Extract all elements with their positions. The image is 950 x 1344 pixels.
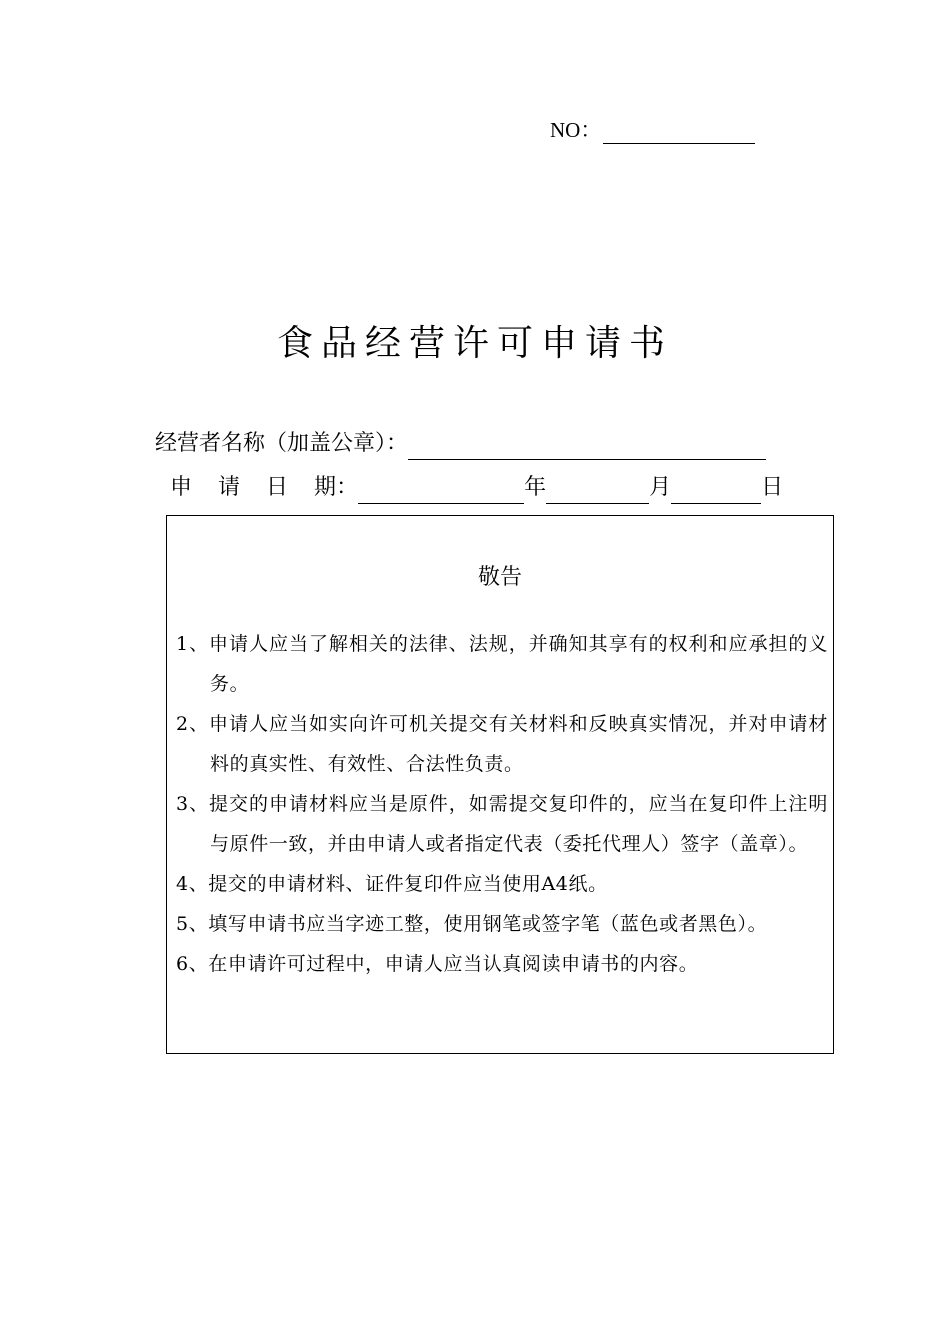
day-label: 日 [761, 475, 784, 500]
notice-item: 4、提交的申请材料、证件复印件应当使用A4纸。 [176, 873, 608, 895]
notice-item: 1、申请人应当了解相关的法律、法规，并确知其享有的权利和应承担的义务。 [176, 633, 828, 695]
application-date-label: 申 请 日 期： [170, 475, 359, 500]
operator-name-blank[interactable] [408, 433, 766, 460]
operator-name-label: 经营者名称（加盖公章）： [155, 431, 409, 456]
operator-name-row [155, 428, 766, 460]
document-number-label: NO： [550, 118, 602, 142]
notice-box [166, 515, 834, 1054]
notice-item: 3、提交的申请材料应当是原件，如需提交复印件的，应当在复印件上注明与原件一致，并由申请人或者指定代表（委托代理人）签字（盖章）。 [176, 793, 828, 855]
notice-item: 5、填写申请书应当字迹工整，使用钢笔或签字笔（蓝色或者黑色）。 [176, 913, 768, 935]
year-label: 年 [524, 475, 547, 500]
month-label: 月 [649, 475, 672, 500]
notice-list [176, 624, 828, 984]
document-number [550, 116, 755, 144]
year-blank[interactable] [358, 477, 524, 504]
notice-item: 6、在申请许可过程中，申请人应当认真阅读申请书的内容。 [176, 953, 699, 975]
notice-item: 2、申请人应当如实向许可机关提交有关材料和反映真实情况，并对申请材料的真实性、有效性、合法性负责。 [176, 713, 828, 775]
day-blank[interactable] [671, 477, 761, 504]
application-date-row [170, 472, 783, 504]
document-number-blank[interactable] [603, 121, 755, 144]
month-blank[interactable] [546, 477, 649, 504]
page-title: 食品经营许可申请书 [276, 323, 673, 364]
notice-title: 敬告 [477, 565, 522, 590]
